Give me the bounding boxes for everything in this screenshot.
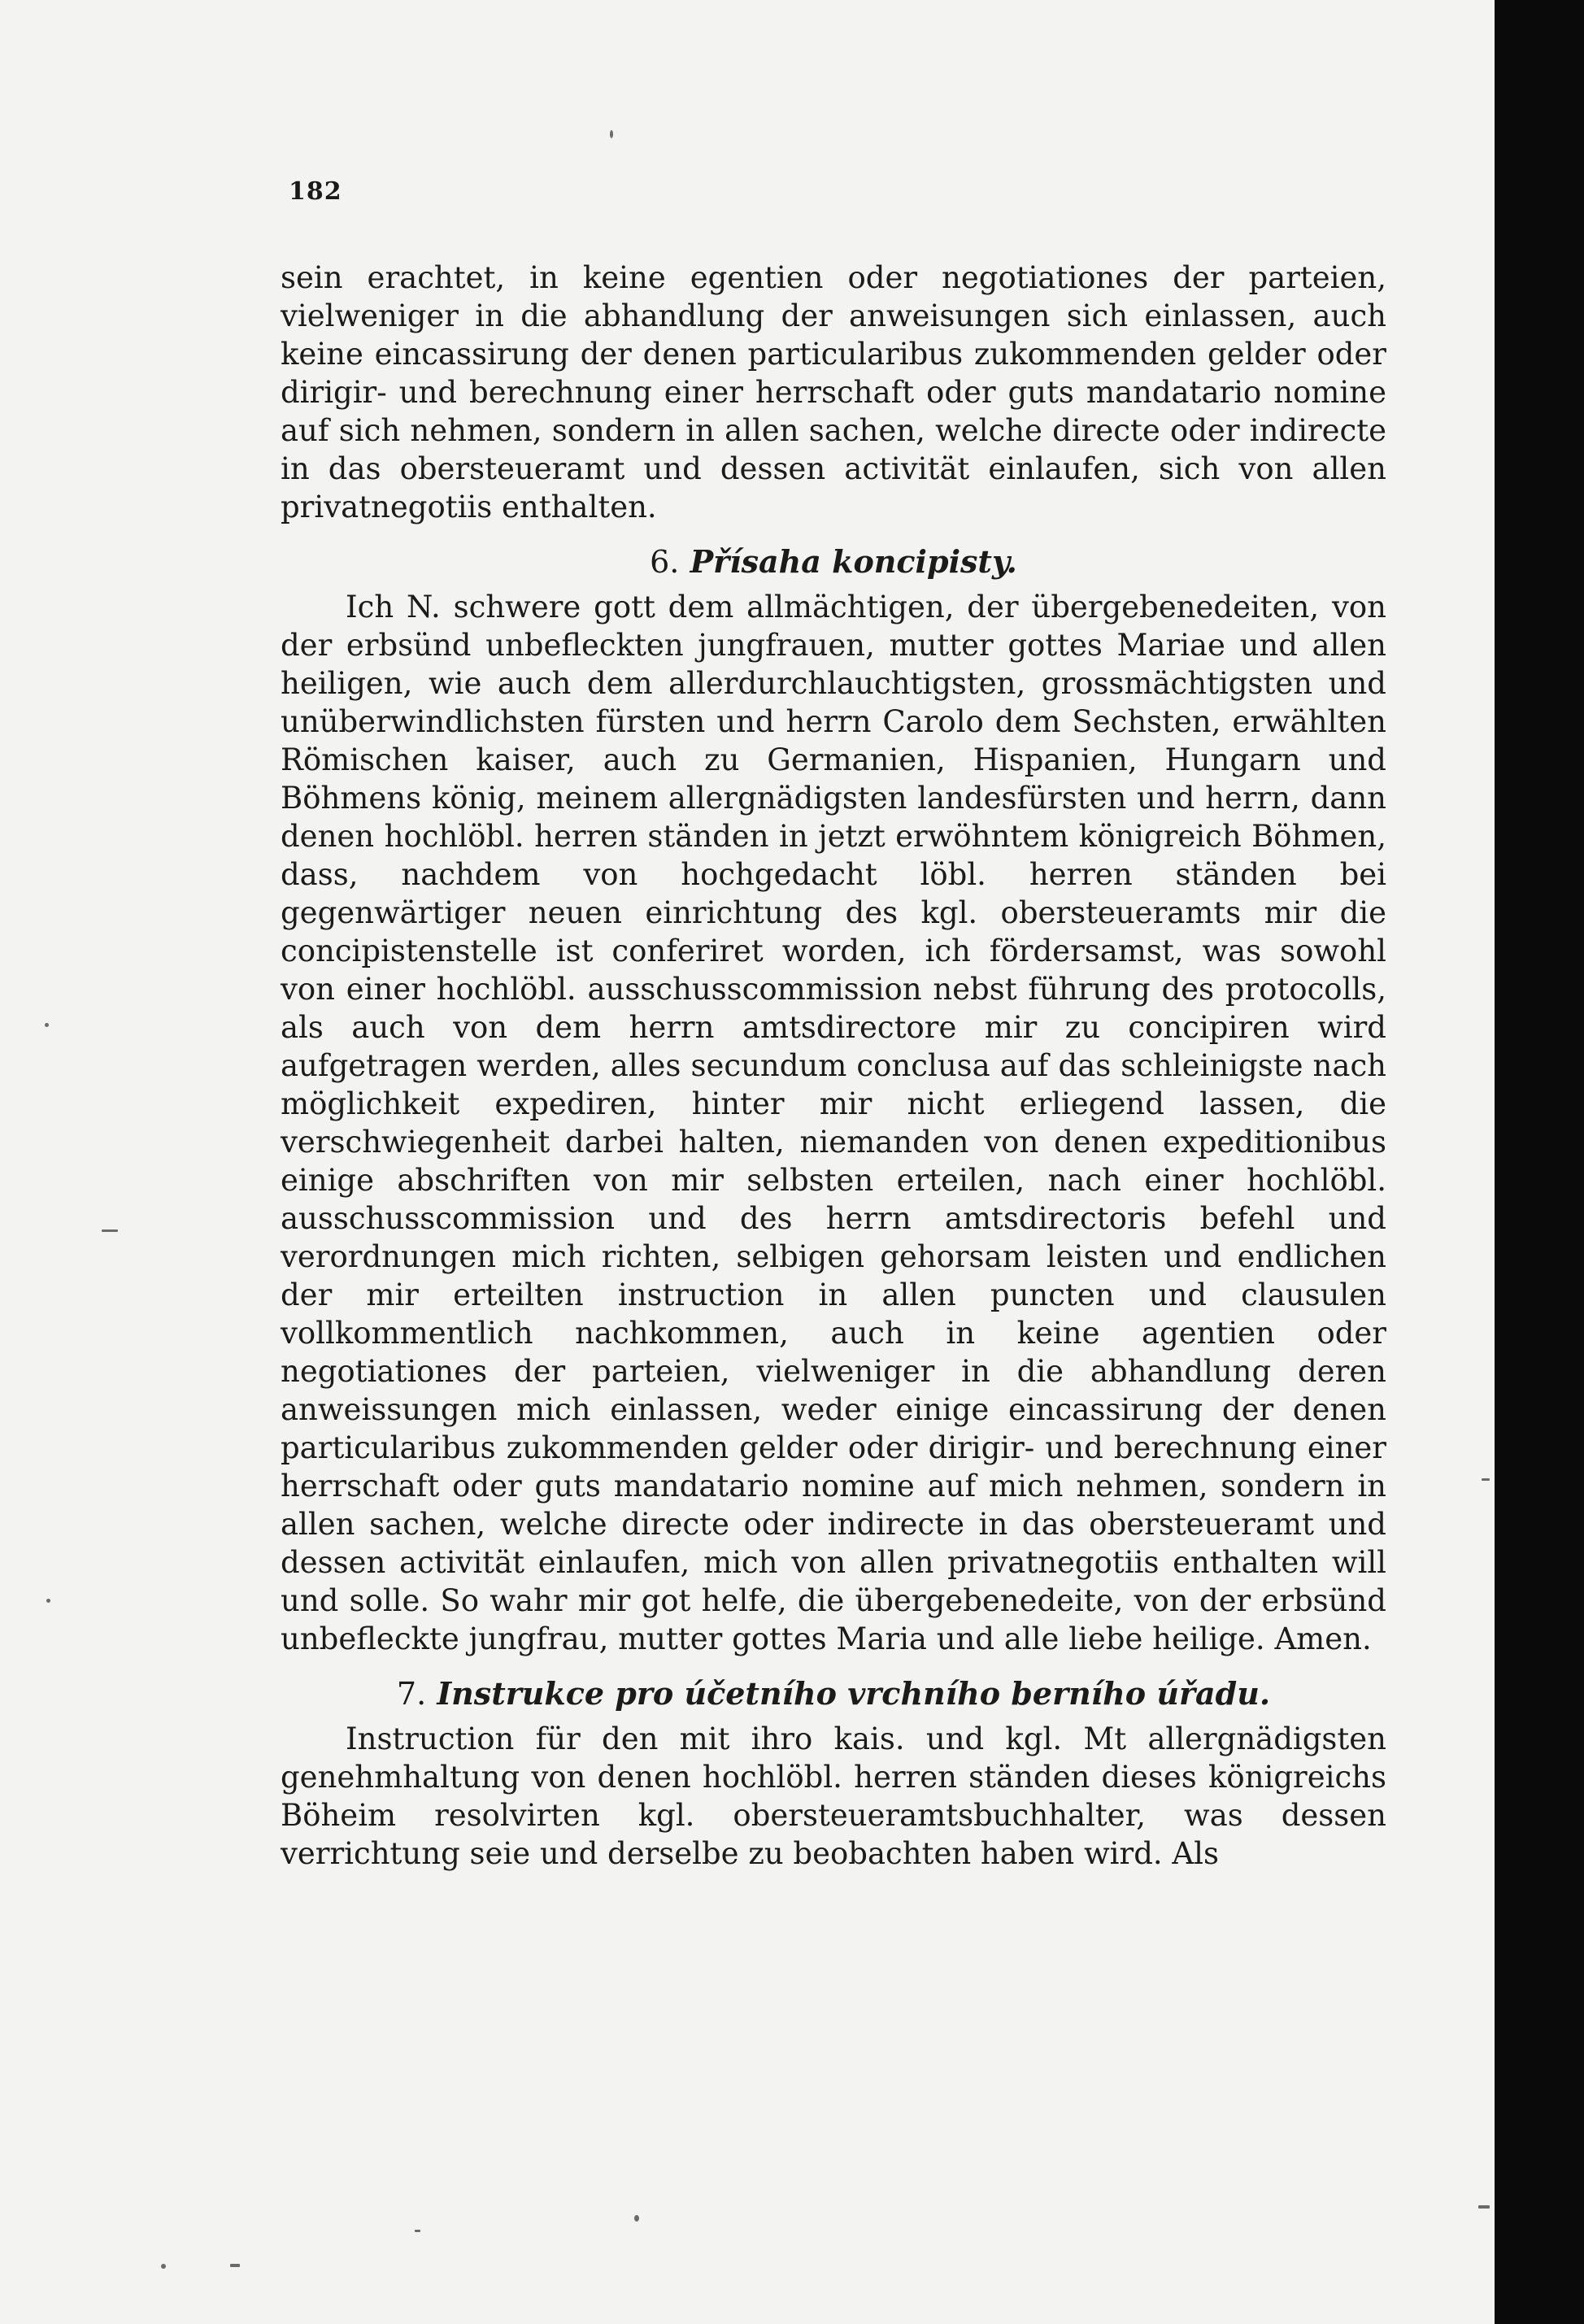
section-heading-7 (281, 1674, 1386, 1713)
body-paragraph-continuation: sein erachtet, in keine egentien oder negotiationes der parteien, vielweniger in die abhandlung der anweisungen sich einlassen, auch keine eincassirung der denen particularibus zukommenden gelder oder dirigir- und berechnung einer herrschaft oder guts mandatario nomine auf sich nehmen, sondern in allen sachen, welche directe oder indirecte in das obersteueramt und dessen activität einlaufen, sich von allen privatnegotiis enthalten. (281, 260, 1386, 524)
scan-speck (415, 2230, 420, 2232)
scan-speck (102, 1229, 118, 1232)
scan-speck (634, 2215, 639, 2222)
section-number: 7. (396, 1676, 427, 1712)
scan-speck (610, 130, 613, 138)
section-heading-6 (281, 542, 1386, 581)
scan-speck (230, 2264, 240, 2267)
section-title: Instrukce pro účetního vrchního berního úřadu. (437, 1675, 1271, 1712)
page-body (281, 259, 1386, 1873)
scan-speck (1482, 1478, 1490, 1481)
page-number: 182 (289, 177, 342, 206)
scan-speck (1478, 2205, 1490, 2209)
scan-speck (161, 2264, 166, 2269)
body-paragraph-oath: Ich N. schwere gott dem allmächtigen, der übergebenedeiten, von der erbsünd unbefleckten jungfrauen, mutter gottes Mariae und allen heiligen, wie auch dem allerdurchlauchtigsten, grossmächtigsten und unüberwindlichsten fürsten und herrn Carolo dem Sechsten, erwählten Römischen kaiser, auch zu Germanien, Hispanien, Hungarn und Böhmens könig, meinem allergnädigsten landesfürsten und herrn, dann denen hochlöbl. herren ständen in jetzt erwöhntem königreich Böhmen, dass, nachdem von hochgedacht löbl. herren ständen bei gegenwärtiger neuen einrichtung des kgl. obersteueramts mir die concipistenstelle ist conferiret worden, ich fördersamst, was sowohl von einer hochlöbl. ausschusscommission nebst führung des protocolls, als auch von dem herrn amtsdirectore mir zu concipiren wird aufgetragen werden, alles secundum conclusa auf das schleinigste nach möglichkeit expediren, hinter mir nicht erliegend lassen, die verschwiegenheit darbei halten, niemanden von denen expeditionibus einige abschriften von mir selbsten erteilen, nach einer hochlöbl. ausschusscommission und des herrn amtsdirectoris befehl und verordnungen mich richten, selbigen gehorsam leisten und endlichen der mir erteilten instruction in allen puncten und clausulen vollkommentlich nachkommen, auch in keine agentien oder negotiationes der parteien, vielweniger in die abhandlung deren anweissungen mich einlassen, weder einige eincassirung der denen particularibus zukommenden gelder oder dirigir- und berechnung einer herrschaft oder guts mandatario nomine auf mich nehmen, sondern in allen sachen, welche directe oder indirecte in das obersteueramt und dessen activität einlaufen, mich von allen privatnegotiis enthalten will und solle. So wahr mir got helfe, die übergebenedeite, von der erbsünd unbefleckte jungfrau, mutter gottes Maria und alle liebe heilige. Amen. (281, 590, 1386, 1656)
section-title: Přísaha koncipisty. (690, 543, 1017, 580)
scan-speck (45, 1023, 49, 1027)
scan-speck (46, 1599, 50, 1603)
body-paragraph-instruction: Instruction für den mit ihro kais. und kgl. Mt allergnädigsten genehmhaltung von denen hochlöbl. herren ständen dieses königreichs Böheim resolvirten kgl. obersteueramtsbuchhalter, was dessen verrichtung seie und derselbe zu beobachten haben wird. Als (281, 1721, 1386, 1871)
section-number: 6. (650, 544, 680, 580)
